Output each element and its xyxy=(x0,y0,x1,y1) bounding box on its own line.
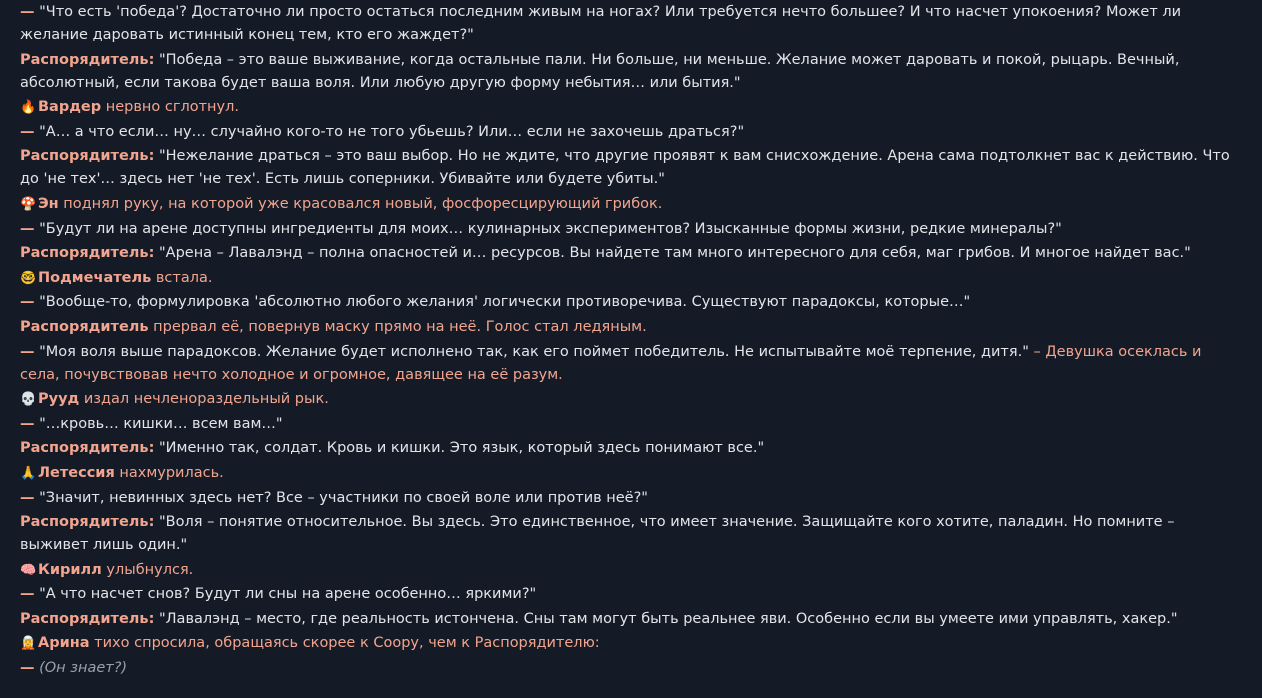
speaker-name: Распорядитель: xyxy=(20,440,155,457)
chat-line xyxy=(20,316,1242,339)
thought-text: (Он знает?) xyxy=(34,660,128,677)
character-emoji-icon: 🔥 xyxy=(20,100,37,116)
character-emoji-icon: 🙏 xyxy=(20,465,37,481)
character-emoji-icon: 🧠 xyxy=(20,562,37,578)
speech-dash: — xyxy=(20,4,35,20)
narration-text: нахмурилась. xyxy=(114,464,224,481)
chat-line xyxy=(20,49,1242,95)
chat-line xyxy=(20,462,1242,485)
chat-line xyxy=(20,608,1242,631)
chat-line xyxy=(20,218,1242,241)
narration-text: издал нечленораздельный рык. xyxy=(79,391,329,408)
chat-line xyxy=(20,413,1242,436)
speaker-name: Распорядитель xyxy=(20,318,149,335)
chat-line xyxy=(20,583,1242,606)
speech-text: "А что насчет снов? Будут ли сны на арене особенно… яркими?" xyxy=(34,586,537,603)
chat-line xyxy=(20,193,1242,216)
speaker-name: Распорядитель: xyxy=(20,610,155,627)
chat-line xyxy=(20,388,1242,411)
character-name: Рууд xyxy=(38,391,80,408)
character-name: Вардер xyxy=(38,99,102,116)
speech-text: "Лавалэнд – место, где реальность истончена. Сны там могут быть реальнее яви. Особенно если вы умеете ими управлять, хакер." xyxy=(154,610,1178,627)
speech-text: "Именно так, солдат. Кровь и кишки. Это язык, который здесь понимают все." xyxy=(154,440,765,457)
speech-dash: — xyxy=(20,343,35,360)
speech-text: "Победа – это ваше выживание, когда остальные пали. Ни больше, ни меньше. Желание может даровать и покой, рыцарь. Вечный, абсолютный, если такова будет ваша воля. Или любую другую форму небытия… или бытия." xyxy=(20,51,1180,91)
speech-text: "Моя воля выше парадоксов. Желание будет исполнено так, как его поймет победитель. Не испытывайте моё терпение, дитя." xyxy=(34,343,1029,360)
speech-text: "Вообще-то, формулировка 'абсолютно любого желания' логически противоречива. Существуют парадоксы, которые…" xyxy=(34,294,971,311)
speech-text: "Значит, невинных здесь нет? Все – участники по своей воле или против неё?" xyxy=(34,489,648,506)
chat-line xyxy=(20,291,1242,314)
speech-dash: — xyxy=(20,489,35,506)
narration-text: тихо спросила, обращаясь скорее к Соору, чем к Распорядителю: xyxy=(89,635,600,652)
character-name: Эн xyxy=(38,195,59,212)
speech-text: "А… а что если… ну… случайно кого-то не того убьешь? Или… если не захочешь драться?" xyxy=(34,123,745,140)
speech-dash: — xyxy=(20,660,35,677)
speech-text: "…кровь… кишки… всем вам…" xyxy=(34,415,283,432)
speech-text: "Нежелание драться – это ваш выбор. Но не ждите, что другие проявят к вам снисхождение. Арена сама подтолкнет вас к действию. Что до 'не тех'… здесь нет 'не тех'. Есть лишь соперники. Убивайте или будете убиты." xyxy=(20,148,1230,188)
chat-line xyxy=(20,1,1242,47)
narration-text: прервал её, повернув маску прямо на неё. Голос стал ледяным. xyxy=(148,318,647,335)
chat-line xyxy=(20,121,1242,144)
speaker-name: Распорядитель: xyxy=(20,245,155,262)
narration-text: встала. xyxy=(151,269,213,286)
character-emoji-icon: 💀 xyxy=(20,392,37,408)
character-name: Летессия xyxy=(38,464,115,481)
chat-line xyxy=(20,632,1242,655)
character-name: Арина xyxy=(38,635,90,652)
narration-text: – Девушка осеклась и села, почувствовав нечто холодное и огромное, давящее на её разум. xyxy=(20,343,1202,383)
speaker-name: Распорядитель: xyxy=(20,51,155,68)
chat-line xyxy=(20,267,1242,290)
speech-text: "Арена – Лавалэнд – полна опасностей и… ресурсов. Вы найдете там много интересного для себя, маг грибов. И многое найдет вас." xyxy=(154,245,1191,262)
narration-text: поднял руку, на которой уже красовался новый, фосфоресцирующий грибок. xyxy=(58,195,663,212)
chat-line xyxy=(20,341,1242,387)
chat-line xyxy=(20,437,1242,460)
speech-dash: — xyxy=(20,586,35,603)
character-emoji-icon: 🤓 xyxy=(20,270,37,286)
chat-line xyxy=(20,145,1242,191)
speech-dash: — xyxy=(20,123,35,140)
speech-dash: — xyxy=(20,220,35,237)
chat-line xyxy=(20,559,1242,582)
chat-line xyxy=(20,657,1242,680)
speech-text: "Воля – понятие относительное. Вы здесь. Это единственное, что имеет значение. Защищайте кого хотите, паладин. Но помните – выживет лишь один." xyxy=(20,514,1175,554)
chat-line xyxy=(20,511,1242,557)
chat-line xyxy=(20,487,1242,510)
character-emoji-icon: 🍄 xyxy=(20,196,37,212)
speech-dash: — xyxy=(20,294,35,311)
character-name: Подмечатель xyxy=(38,269,152,286)
speaker-name: Распорядитель: xyxy=(20,514,155,531)
speech-dash: — xyxy=(20,415,35,432)
character-name: Кирилл xyxy=(38,561,102,578)
speech-text: "Что есть 'победа'? Достаточно ли просто остаться последним живым на ногах? Или требуется нечто большее? И что насчет упокоения? Может ли желание даровать истинный конец тем, кто его жаждет?" xyxy=(20,4,1182,43)
chat-line xyxy=(20,96,1242,119)
speaker-name: Распорядитель: xyxy=(20,148,155,165)
speech-text: "Будут ли на арене доступны ингредиенты для моих… кулинарных экспериментов? Изысканные формы жизни, редкие минералы?" xyxy=(34,220,1062,237)
narration-text: нервно сглотнул. xyxy=(101,99,239,116)
chat-line xyxy=(20,242,1242,265)
character-emoji-icon: 🧝 xyxy=(20,636,37,652)
narration-text: улыбнулся. xyxy=(101,561,194,578)
